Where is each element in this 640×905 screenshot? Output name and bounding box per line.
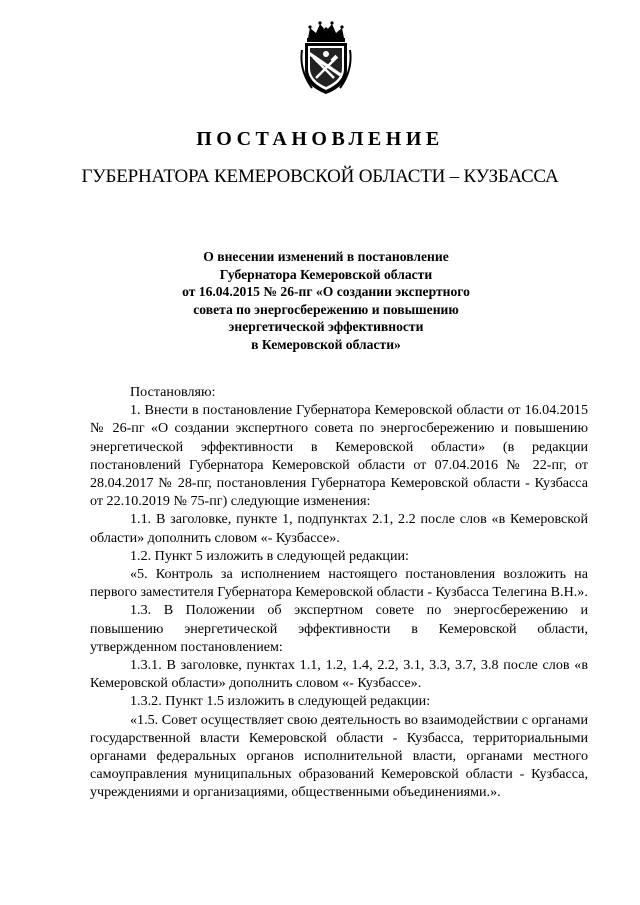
document-subject-heading [120, 248, 532, 353]
clause-1-3-1: 1.3.1. В заголовке, пунктах 1.1, 1.2, 1.4, 2.2, 3.1, 3.3, 3.7, 3.8 после слов «в Кемеровской области» дополнить словом «- Кузбассе». [90, 657, 588, 692]
resolution-intro: Постановляю: [130, 384, 216, 400]
clause-1-2-text: «5. Контроль за исполнением настоящего постановления возложить на первого заместителя Губернатора Кемеровской области - Кузбасса Телегина В.Н.». [90, 566, 588, 601]
issuer-title: ГУБЕРНАТОРА КЕМЕРОВСКОЙ ОБЛАСТИ – КУЗБАССА [81, 166, 559, 187]
heading-line: от 16.04.2015 № 26-пг «О создании экспертного [182, 284, 470, 299]
clause-1-3-2-text: «1.5. Совет осуществляет свою деятельность во взаимодействии с органами государственной власти Кемеровской области - Кузбасса, территориальными органами федеральных органов исполнительной власти, органами местного самоуправления муниципальных образований Кемеровской области - Кузбасса, учреждениями и организациями, общественными объединениями.». [90, 711, 588, 801]
clause-1-2: 1.2. Пункт 5 изложить в следующей редакции: [130, 547, 409, 564]
document-body [90, 383, 588, 802]
clause-1-3: 1.3. В Положении об экспертном совете по энергосбережению и повышению энергетической эффективности в Кемеровской области, утвержденном постановлением: [90, 602, 588, 655]
clause-1-1: 1.1. В заголовке, пункте 1, подпунктах 2.1, 2.2 после слов «в Кемеровской области» дополнить словом «- Кузбассе». [90, 511, 588, 546]
heading-line: Губернатора Кемеровской области [219, 266, 433, 282]
heading-line: энергетической эффективности [228, 319, 424, 334]
clause-1-3-2: 1.3.2. Пункт 1.5 изложить в следующей редакции: [130, 693, 431, 710]
heading-line: О внесении изменений в постановление [203, 249, 449, 264]
heading-line: совета по энергосбережению и повышению [193, 301, 459, 317]
clause-1: 1. Внести в постановление Губернатора Кемеровской области от 16.04.2015 № 26-пг «О создании экспертного совета по энергосбережению и повышению энергетической эффективности в Кемеровской области» (в редакции постановлений Губернатора Кемеровской области от 07.04.2016 № 22-пг, от 28.04.2017 № 28-пг, постановления Губернатора Кемеровской области - Кузбасса от 22.10.2019 № 75-пг) следующие изменения: [90, 402, 588, 510]
heading-line: в Кемеровской области» [251, 336, 401, 352]
document-type-title: ПОСТАНОВЛЕНИЕ [196, 128, 444, 150]
coat-of-arms-icon [298, 20, 354, 96]
